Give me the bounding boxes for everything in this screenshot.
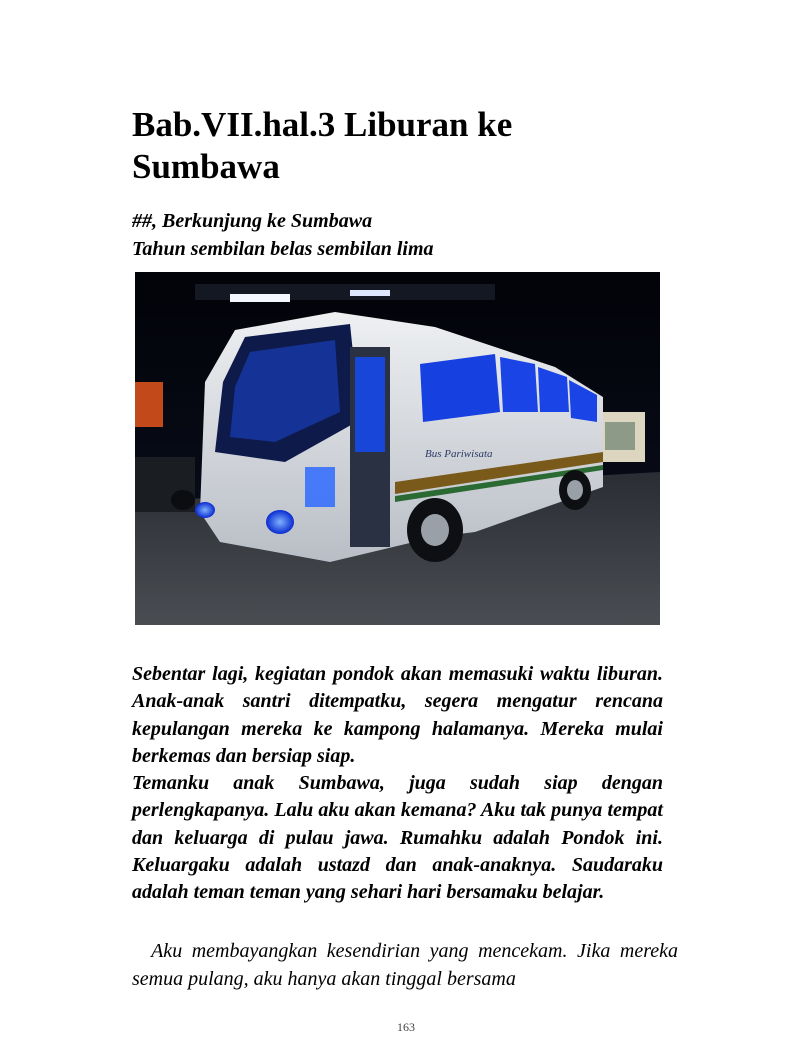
chapter-title: Bab.VII.hal.3 Liburan ke Sumbawa bbox=[132, 105, 513, 186]
body-text bbox=[132, 661, 663, 907]
paragraph-3-text: Aku membayangkan kesendirian yang mencekam. Jika mereka semua pulang, aku hanya akan tinggal bersama bbox=[132, 940, 678, 990]
bus-photo bbox=[135, 272, 660, 625]
paragraph-3 bbox=[132, 937, 678, 993]
bus-side-text: Bus Pariwisata bbox=[425, 448, 493, 460]
subheading-line-1: ##, Berkunjung ke Sumbawa bbox=[132, 210, 373, 232]
subheading-line-2: Tahun sembilan belas sembilan lima bbox=[132, 238, 434, 260]
bus-illustration bbox=[135, 272, 660, 625]
paragraph-2: Temanku anak Sumbawa, juga sudah siap dengan perlengkapanya. Lalu aku akan kemana? Aku tak punya tempat dan keluarga di pulau jawa. Rumahku adalah Pondok ini. Keluargaku adalah ustazd dan anak-anaknya. Saudaraku adalah teman teman yang sehari hari bersamaku belajar. bbox=[132, 772, 663, 904]
paragraph-1: Sebentar lagi, kegiatan pondok akan memasuki waktu liburan. Anak-anak santri ditempatku, segera mengatur rencana kepulangan mereka ke kampong halamanya. Mereka mulai berkemas dan bersiap siap. bbox=[132, 663, 663, 767]
page-number: 163 bbox=[397, 1020, 415, 1034]
subheading bbox=[132, 207, 672, 263]
